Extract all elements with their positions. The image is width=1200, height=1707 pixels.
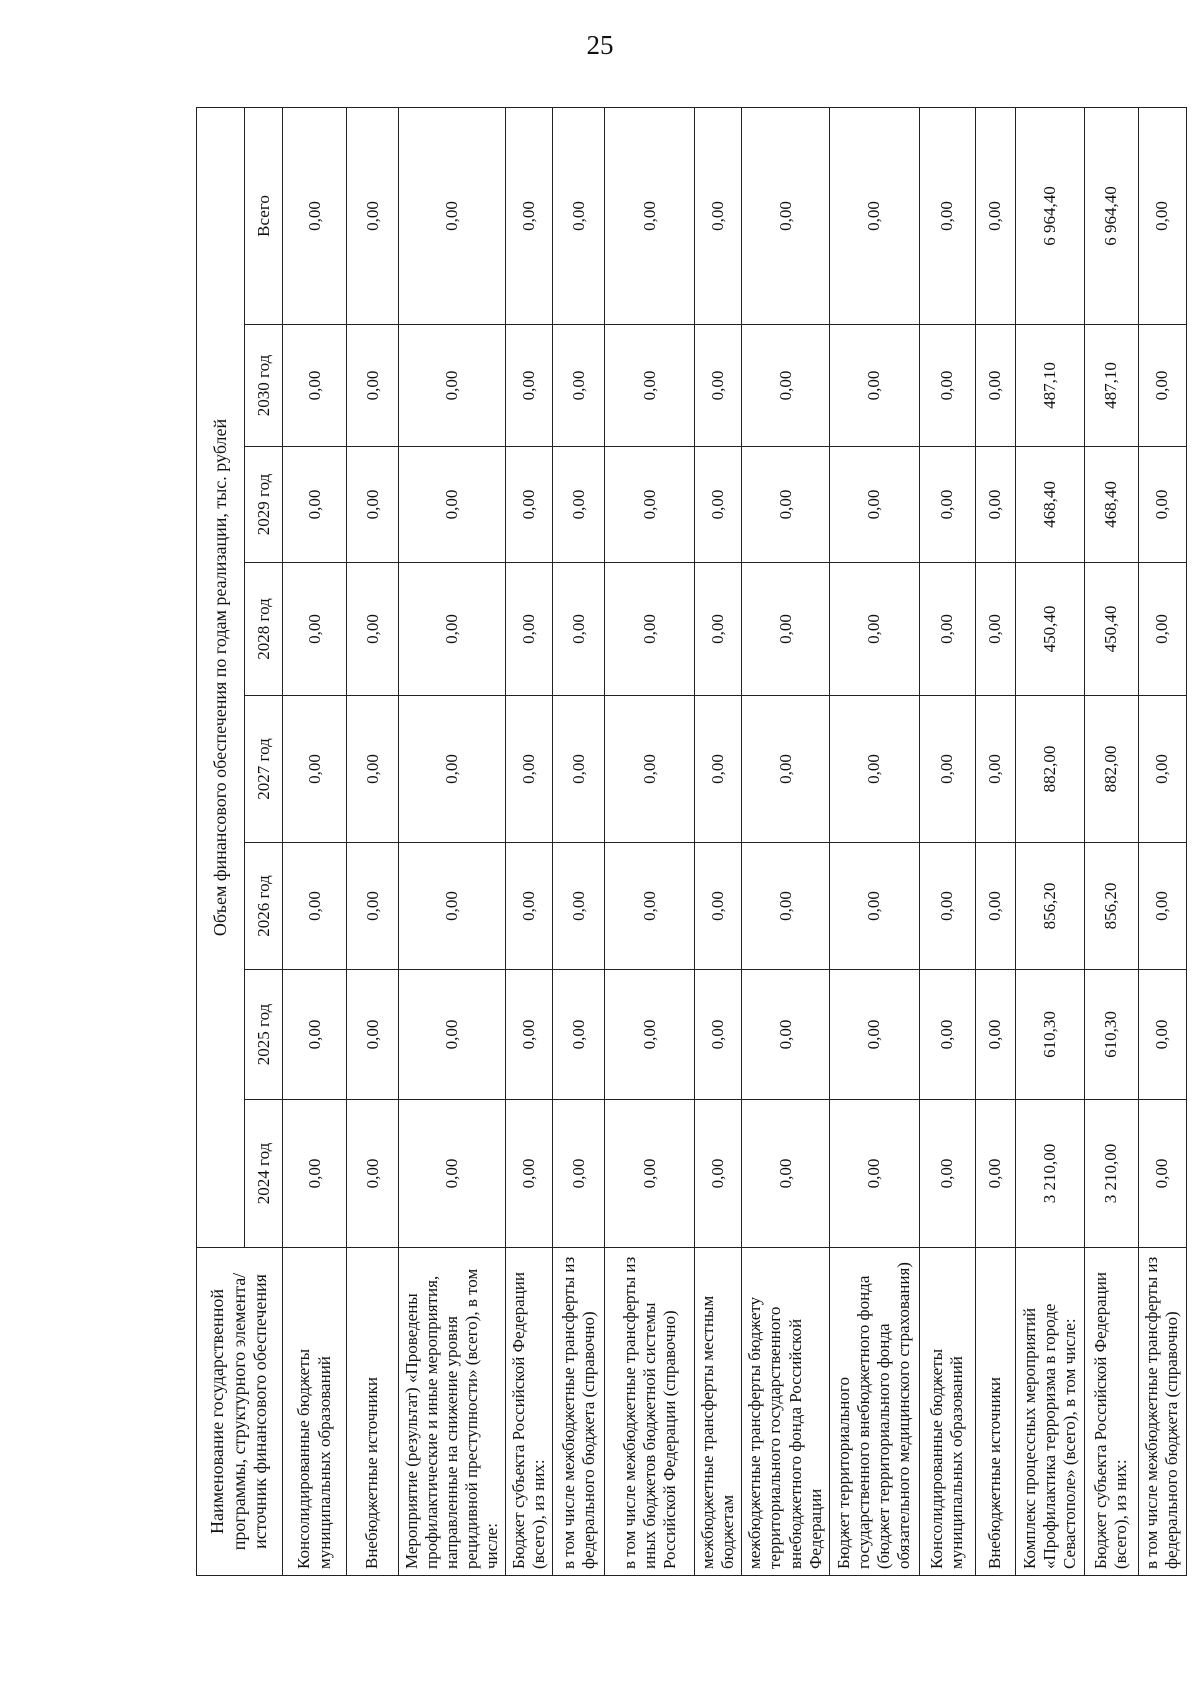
row-value: 6 964,40 <box>1015 107 1084 324</box>
table-row <box>742 107 829 1575</box>
row-value: 0,00 <box>399 447 506 563</box>
row-name: Мероприятие (результат) «Проведены профилактические и иные мероприятия, направленные на снижение уровня рецидивной преступности» (всего), в том числе: <box>399 1248 506 1576</box>
row-value: 450,40 <box>1015 563 1084 696</box>
row-value: 0,00 <box>347 563 399 696</box>
row-value: 0,00 <box>553 325 605 447</box>
row-value: 0,00 <box>399 1100 506 1248</box>
row-value: 0,00 <box>829 107 919 324</box>
row-name: Бюджет территориального государственного внебюджетного фонда (бюджет территориального фонда обязательного медицинского страхования) <box>829 1248 919 1576</box>
row-value: 0,00 <box>829 563 919 696</box>
row-value: 0,00 <box>605 970 695 1100</box>
row-value: 0,00 <box>695 563 742 696</box>
header-year-6: 2030 год <box>245 325 283 447</box>
table-row <box>975 107 1015 1575</box>
row-value: 0,00 <box>975 843 1015 970</box>
row-value: 856,20 <box>1084 843 1138 970</box>
row-value: 0,00 <box>919 107 975 324</box>
row-value: 0,00 <box>553 970 605 1100</box>
row-value: 0,00 <box>742 563 829 696</box>
row-name: Внебюджетные источники <box>975 1248 1015 1576</box>
row-value: 0,00 <box>283 970 347 1100</box>
row-value: 0,00 <box>283 1100 347 1248</box>
row-value: 0,00 <box>695 970 742 1100</box>
table-row <box>553 107 605 1575</box>
row-value: 0,00 <box>283 325 347 447</box>
budget-table <box>196 107 1187 1576</box>
row-name: межбюджетные трансферты бюджету территориального государственного внебюджетного фонда Российской Федерации <box>742 1248 829 1576</box>
row-value: 0,00 <box>399 107 506 324</box>
row-value: 0,00 <box>919 447 975 563</box>
row-value: 0,00 <box>283 447 347 563</box>
row-value: 0,00 <box>1138 563 1186 696</box>
row-value: 0,00 <box>1138 1100 1186 1248</box>
row-value: 0,00 <box>553 447 605 563</box>
table-row <box>1084 107 1138 1575</box>
row-value: 0,00 <box>506 107 553 324</box>
row-value: 0,00 <box>742 325 829 447</box>
row-value: 0,00 <box>347 447 399 563</box>
table-row <box>347 107 399 1575</box>
header-year-2: 2026 год <box>245 843 283 970</box>
row-value: 610,30 <box>1015 970 1084 1100</box>
row-value: 0,00 <box>1138 447 1186 563</box>
row-name: Комплекс процессных мероприятий «Профилактика терроризма в городе Севастополе» (всего), в том числе: <box>1015 1248 1084 1576</box>
header-year-5: 2029 год <box>245 447 283 563</box>
header-year-3: 2027 год <box>245 696 283 843</box>
row-value: 0,00 <box>399 325 506 447</box>
row-value: 0,00 <box>605 325 695 447</box>
row-value: 0,00 <box>283 563 347 696</box>
row-value: 0,00 <box>829 325 919 447</box>
row-value: 468,40 <box>1084 447 1138 563</box>
row-value: 0,00 <box>742 696 829 843</box>
row-value: 0,00 <box>347 696 399 843</box>
row-value: 0,00 <box>605 1100 695 1248</box>
table-row <box>283 107 347 1575</box>
header-year-0: 2024 год <box>245 1100 283 1248</box>
row-value: 0,00 <box>975 563 1015 696</box>
row-value: 0,00 <box>742 970 829 1100</box>
row-value: 0,00 <box>975 107 1015 324</box>
row-value: 0,00 <box>506 447 553 563</box>
row-value: 0,00 <box>829 447 919 563</box>
row-name: Бюджет субъекта Российской Федерации (всего), из них: <box>1084 1248 1138 1576</box>
row-value: 0,00 <box>1138 325 1186 447</box>
row-value: 0,00 <box>829 1100 919 1248</box>
row-value: 0,00 <box>1138 843 1186 970</box>
table-row <box>1015 107 1084 1575</box>
row-value: 0,00 <box>695 843 742 970</box>
row-value: 0,00 <box>399 696 506 843</box>
row-value: 0,00 <box>283 107 347 324</box>
row-value: 0,00 <box>975 970 1015 1100</box>
row-value: 0,00 <box>506 563 553 696</box>
row-value: 0,00 <box>975 447 1015 563</box>
table-row <box>695 107 742 1575</box>
header-funding-group: Объем финансового обеспечения по годам реализации, тыс. рублей <box>197 107 245 1247</box>
row-value: 0,00 <box>829 843 919 970</box>
row-value: 0,00 <box>506 696 553 843</box>
row-name: межбюджетные трансферты местным бюджетам <box>695 1248 742 1576</box>
row-value: 0,00 <box>399 563 506 696</box>
table-row <box>1138 107 1186 1575</box>
row-value: 0,00 <box>695 325 742 447</box>
row-value: 0,00 <box>553 843 605 970</box>
row-value: 0,00 <box>1138 970 1186 1100</box>
row-name: Консолидированные бюджеты муниципальных образований <box>283 1248 347 1576</box>
row-value: 0,00 <box>742 107 829 324</box>
row-value: 0,00 <box>347 843 399 970</box>
row-value: 0,00 <box>553 107 605 324</box>
row-value: 882,00 <box>1084 696 1138 843</box>
row-value: 882,00 <box>1015 696 1084 843</box>
row-value: 0,00 <box>695 107 742 324</box>
row-value: 6 964,40 <box>1084 107 1138 324</box>
header-year-7: Всего <box>245 107 283 324</box>
row-value: 0,00 <box>506 325 553 447</box>
header-name-column: Наименование государственной программы, структурного элемента/источник финансового обеспечения <box>197 1248 283 1576</box>
row-value: 0,00 <box>919 696 975 843</box>
header-year-1: 2025 год <box>245 970 283 1100</box>
row-value: 0,00 <box>553 563 605 696</box>
header-year-4: 2028 год <box>245 563 283 696</box>
row-value: 0,00 <box>1138 696 1186 843</box>
row-value: 0,00 <box>919 325 975 447</box>
row-value: 0,00 <box>829 696 919 843</box>
row-value: 0,00 <box>975 696 1015 843</box>
row-value: 487,10 <box>1015 325 1084 447</box>
row-value: 0,00 <box>506 843 553 970</box>
row-value: 0,00 <box>399 970 506 1100</box>
row-value: 3 210,00 <box>1015 1100 1084 1248</box>
row-value: 0,00 <box>975 325 1015 447</box>
row-value: 0,00 <box>506 1100 553 1248</box>
row-value: 0,00 <box>1138 107 1186 324</box>
table-row <box>605 107 695 1575</box>
page-number: 25 <box>586 30 614 60</box>
row-value: 468,40 <box>1015 447 1084 563</box>
row-value: 0,00 <box>919 1100 975 1248</box>
row-value: 0,00 <box>975 1100 1015 1248</box>
table-row <box>399 107 506 1575</box>
row-value: 0,00 <box>347 325 399 447</box>
row-value: 610,30 <box>1084 970 1138 1100</box>
row-value: 0,00 <box>695 696 742 843</box>
row-value: 0,00 <box>919 563 975 696</box>
row-value: 0,00 <box>283 696 347 843</box>
row-value: 0,00 <box>919 843 975 970</box>
row-name: в том числе межбюджетные трансферты из федерального бюджета (справочно) <box>553 1248 605 1576</box>
table-row <box>919 107 975 1575</box>
row-value: 0,00 <box>919 970 975 1100</box>
row-value: 0,00 <box>742 1100 829 1248</box>
row-value: 0,00 <box>553 696 605 843</box>
row-value: 0,00 <box>283 843 347 970</box>
row-value: 0,00 <box>605 843 695 970</box>
row-value: 0,00 <box>506 970 553 1100</box>
row-value: 0,00 <box>742 843 829 970</box>
row-value: 0,00 <box>399 843 506 970</box>
table-row <box>829 107 919 1575</box>
row-value: 0,00 <box>605 696 695 843</box>
row-value: 0,00 <box>695 1100 742 1248</box>
row-value: 0,00 <box>605 563 695 696</box>
row-value: 0,00 <box>742 447 829 563</box>
row-value: 487,10 <box>1084 325 1138 447</box>
row-value: 0,00 <box>347 970 399 1100</box>
row-name: Внебюджетные источники <box>347 1248 399 1576</box>
row-value: 0,00 <box>605 107 695 324</box>
row-value: 0,00 <box>347 107 399 324</box>
row-value: 0,00 <box>829 970 919 1100</box>
row-name: в том числе межбюджетные трансферты из иных бюджетов бюджетной системы Российской Федерации (справочно) <box>605 1248 695 1576</box>
row-value: 3 210,00 <box>1084 1100 1138 1248</box>
rotated-table-container <box>196 108 1182 1576</box>
row-value: 0,00 <box>695 447 742 563</box>
row-value: 0,00 <box>553 1100 605 1248</box>
row-name: Консолидированные бюджеты муниципальных образований <box>919 1248 975 1576</box>
row-value: 856,20 <box>1015 843 1084 970</box>
table-row <box>506 107 553 1575</box>
row-name: в том числе межбюджетные трансферты из федерального бюджета (справочно) <box>1138 1248 1186 1576</box>
row-value: 0,00 <box>605 447 695 563</box>
row-name: Бюджет субъекта Российской Федерации (всего), из них: <box>506 1248 553 1576</box>
row-value: 0,00 <box>347 1100 399 1248</box>
row-value: 450,40 <box>1084 563 1138 696</box>
